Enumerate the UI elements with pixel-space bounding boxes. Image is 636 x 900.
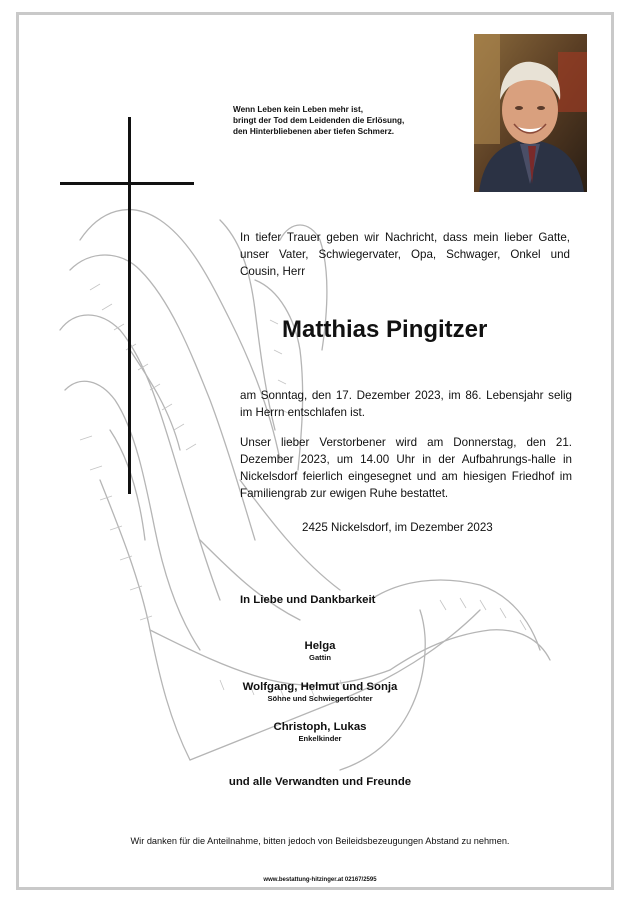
mourner-name: Christoph, Lukas xyxy=(273,721,367,733)
portrait-photo xyxy=(474,34,587,192)
closing-note: Wir danken für die Anteilnahme, bitten jedoch von Beileidsbezeugungen Abstand zu nehmen. xyxy=(130,836,510,846)
quote-line: den Hinterbliebenen aber tiefen Schmerz. xyxy=(233,127,395,136)
mourner-role: Söhne und Schwiegertochter xyxy=(267,694,373,703)
quote-line: Wenn Leben kein Leben mehr ist, xyxy=(233,105,363,114)
mourner-role: Gattin xyxy=(309,653,331,662)
mourner-name: Helga xyxy=(304,640,336,652)
memorial-quote xyxy=(233,104,468,137)
mourner-entry xyxy=(200,681,440,703)
thanks-heading: In Liebe und Dankbarkeit xyxy=(240,594,376,606)
cross-horizontal-bar xyxy=(60,182,194,185)
quote-line: bringt der Tod dem Leidenden die Erlösung, xyxy=(233,116,405,125)
place-date: 2425 Nickelsdorf, im Dezember 2023 xyxy=(302,521,493,534)
mourner-entry xyxy=(200,640,440,662)
deceased-name: Matthias Pingitzer xyxy=(282,316,488,343)
funeral-notice: Unser lieber Verstorbener wird am Donnerstag, den 21. Dezember 2023, um 14.00 Uhr in der Aufbahrungs-halle in Nickelsdorf feierlich eingesegnet und am hiesigen Friedhof im Familiengrab zur ewigen Ruhe bestattet. xyxy=(240,436,572,500)
relatives-line: und alle Verwandten und Freunde xyxy=(228,776,412,788)
mourner-entry xyxy=(200,721,440,743)
intro-text: In tiefer Trauer geben wir Nachricht, dass mein lieber Gatte, unser Vater, Schwiegervater, Opa, Schwager, Onkel und Cousin, Herr xyxy=(240,231,570,278)
mourner-role: Enkelkinder xyxy=(298,734,342,743)
death-notice: am Sonntag, den 17. Dezember 2023, im 86. Lebensjahr selig im Herrn entschlafen ist. xyxy=(240,389,572,419)
funeral-home-footer: www.bestattung-hitzinger.at 02167/2595 xyxy=(263,877,377,883)
mourner-name: Wolfgang, Helmut und Sonja xyxy=(242,681,398,693)
cross-vertical-bar xyxy=(128,117,131,494)
